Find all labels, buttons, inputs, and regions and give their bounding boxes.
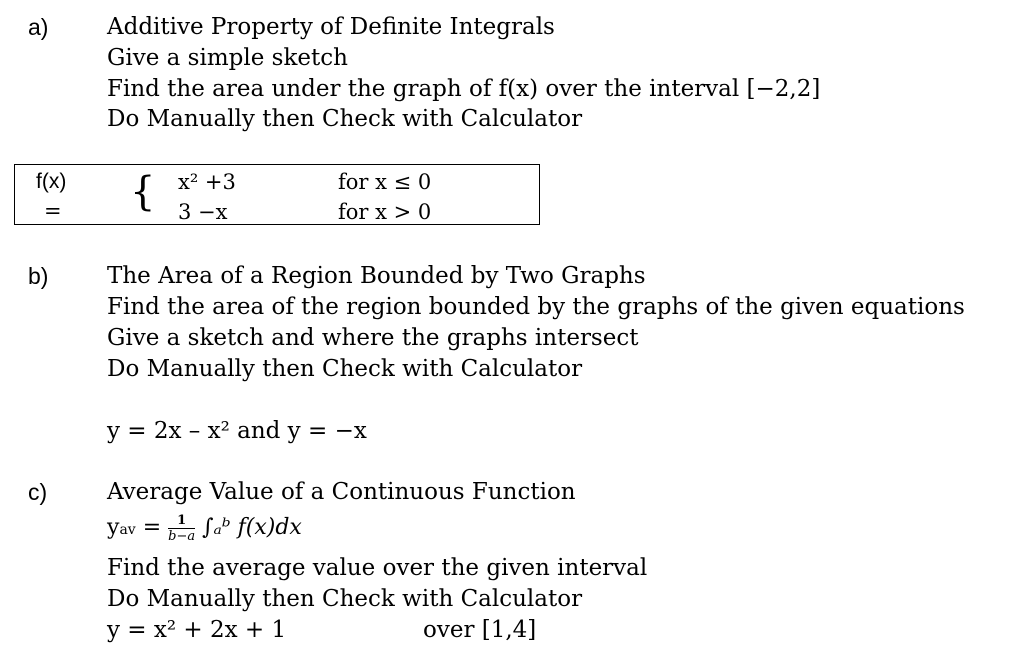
section-a-line-3: Find the area under the graph of f(x) over the interval [−2,2] (107, 76, 821, 102)
fraction-numerator: 1 (168, 513, 195, 529)
average-value-formula (107, 511, 302, 547)
piecewise-case-2-cond: for x > 0 (338, 200, 432, 224)
section-c-line-2: Find the average value over the given interval (107, 555, 648, 581)
piecewise-case-1-expr: x² +3 (178, 170, 236, 194)
section-a-title: Additive Property of Definite Integrals (107, 14, 555, 40)
formula-integral: ∫ₐᵇ f(x)dx (202, 515, 302, 540)
piecewise-equals: = (44, 199, 62, 223)
formula-lhs: y (107, 515, 120, 540)
section-a-line-4: Do Manually then Check with Calculator (107, 106, 583, 132)
piecewise-lhs: f(x) (36, 170, 67, 193)
formula-subscript: av (119, 522, 136, 538)
section-c-interval: over [1,4] (423, 617, 537, 643)
section-c-line-3: Do Manually then Check with Calculator (107, 586, 583, 612)
section-c-function: y = x² + 2x + 1 (107, 617, 287, 643)
piecewise-case-1-cond: for x ≤ 0 (338, 170, 432, 194)
section-a-label: a) (28, 14, 49, 40)
formula-fraction (168, 513, 195, 544)
piecewise-function-box (14, 164, 540, 225)
fraction-denominator: b−a (168, 528, 196, 544)
section-c-label: c) (28, 479, 48, 505)
piecewise-case-2-expr: 3 −x (178, 200, 228, 224)
section-a-line-2: Give a simple sketch (107, 45, 348, 71)
section-b-title: The Area of a Region Bounded by Two Graphs (107, 263, 646, 289)
section-b-line-2: Find the area of the region bounded by the graphs of the given equations (107, 294, 965, 320)
piecewise-brace: { (130, 169, 156, 215)
section-b-equation: y = 2x – x² and y = −x (107, 418, 367, 444)
section-b-label: b) (28, 263, 49, 289)
formula-equals: = (135, 515, 169, 540)
section-b-line-3: Give a sketch and where the graphs intersect (107, 325, 639, 351)
section-c-title: Average Value of a Continuous Function (107, 479, 576, 505)
section-b-line-4: Do Manually then Check with Calculator (107, 356, 583, 382)
